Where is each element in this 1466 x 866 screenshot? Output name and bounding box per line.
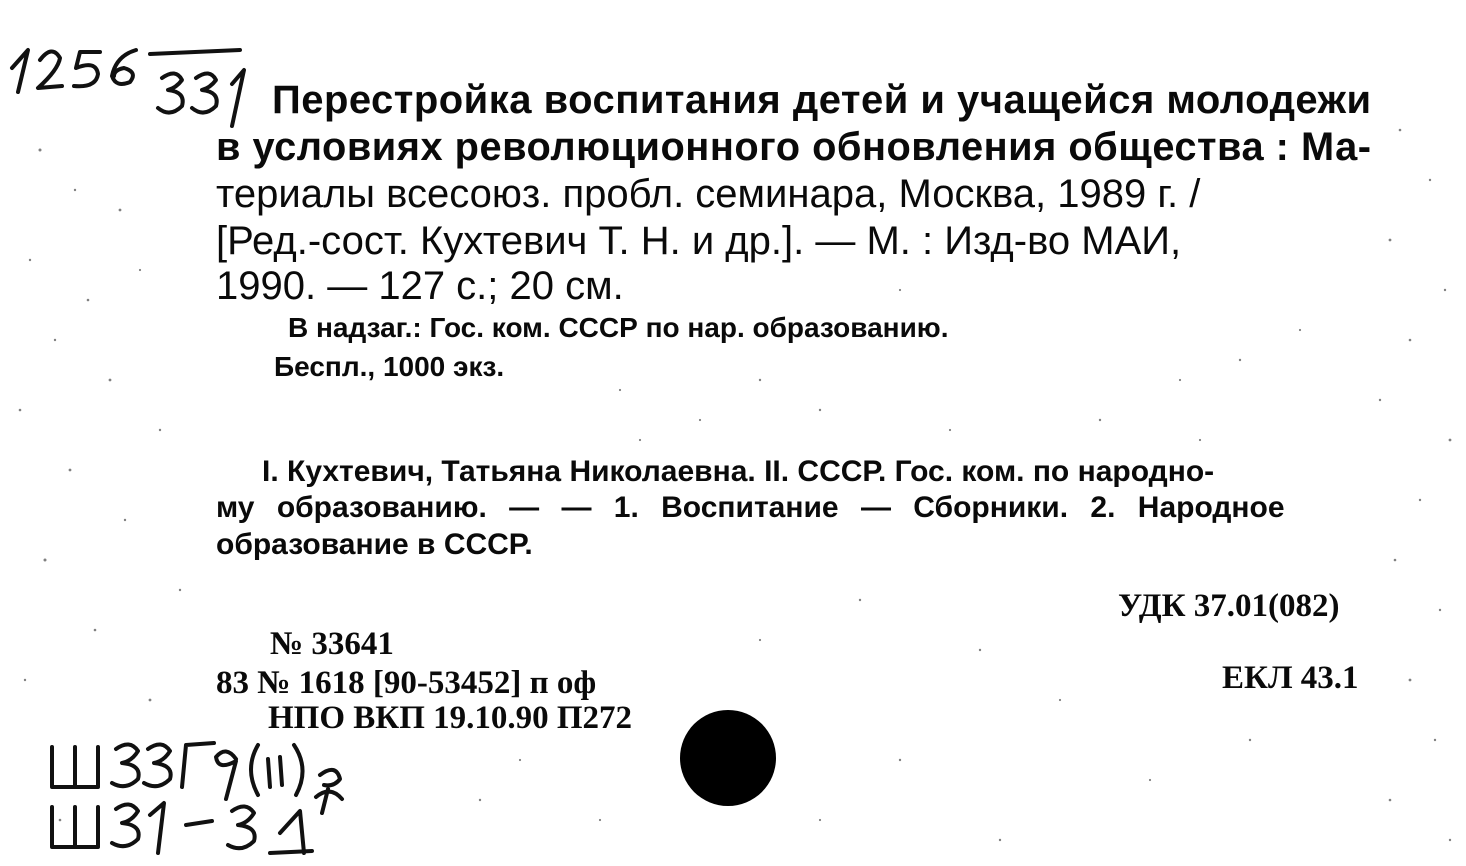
tracings-line-1: I. Кухтевич, Татьяна Николаевна. II. СССР. Гос. ком. по народно-: [262, 455, 1215, 488]
handwritten-shelf-mark: [0, 715, 380, 866]
notes-line-1: В надзаг.: Гос. ком. СССР по нар. образованию.: [288, 312, 949, 343]
handwritten-call-number-top: [0, 30, 290, 140]
title-line-4: [Ред.-сост. Кухтевич Т. Н. и др.]. — М. : Изд-во МАИ,: [216, 219, 1182, 263]
tracings-line-2: му образованию. — — 1. Воспитание — Сборники. 2. Народное: [216, 491, 1285, 524]
card-number-line-2: 83 № 1618 [90-53452] п оф: [216, 665, 597, 701]
card-number-line-3: НПО ВКП 19.10.90 П272: [268, 700, 633, 736]
notes-line-2: Беспл., 1000 экз.: [274, 351, 505, 382]
ekl-code: ЕКЛ 43.1: [1222, 660, 1359, 696]
title-line-3: териалы всесоюз. пробл. семинара, Москва, 1989 г. /: [216, 172, 1201, 216]
udk-code: УДК 37.01(082): [1118, 588, 1340, 624]
title-line-2: в условиях революционного обновления общества : Ма-: [216, 125, 1372, 169]
title-line-1: Перестройка воспитания детей и учащейся молодежи: [272, 78, 1372, 122]
title-line-5: 1990. — 127 с.; 20 см.: [216, 264, 624, 308]
card-number-line-1: № 33641: [270, 626, 394, 662]
tracings-line-3: образование в СССР.: [216, 528, 533, 561]
punch-hole: [680, 710, 776, 806]
